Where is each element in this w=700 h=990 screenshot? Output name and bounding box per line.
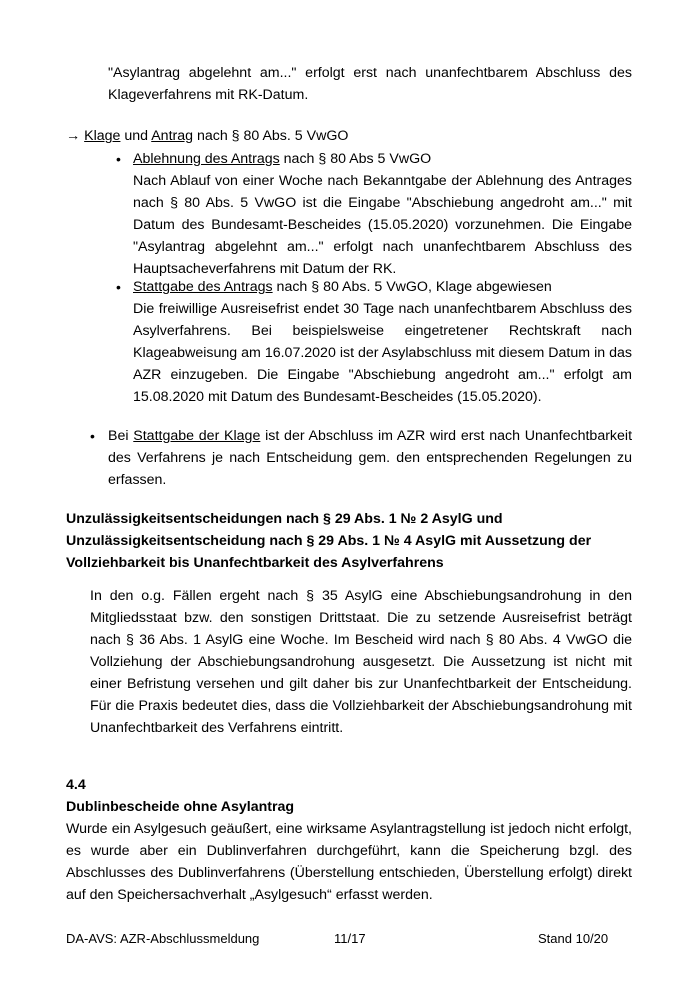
bullet3-rest: ist der Abschluss im AZR wird erst nach Unanfechtbarkeit des Verfahrens je nach Entscheidung gem. den entsprechenden Regelungen zu erfassen.	[108, 428, 633, 488]
heading-line: Vollziehbarkeit bis Unanfechtbarkeit des Asylverfahrens	[66, 555, 444, 571]
sub2-title-rest: nach § 80 Abs. 5 VwGO, Klage abgewiesen	[272, 279, 552, 295]
sub1-title-underlined: Ablehnung des Antrags	[133, 151, 280, 167]
bullet3-underlined: Stattgabe der Klage	[133, 428, 261, 444]
arrow-icon: →	[66, 128, 81, 144]
bullet3-icon	[90, 425, 100, 447]
intro-paragraph: "Asylantrag abgelehnt am..." erfolgt erst nach unanfechtbarem Abschluss des Klageverfahrens mit RK-Datum.	[108, 65, 632, 103]
heading-line: Unzulässigkeitsentscheidungen nach § 29 Abs. 1 № 2 AsylG und	[66, 511, 503, 527]
und-text: und	[120, 128, 152, 144]
bullet3-paragraph	[108, 425, 632, 491]
sub2-bullet-icon	[116, 276, 126, 298]
unzulaessigkeit-paragraph: In den o.g. Fällen ergeht nach § 35 AsylG eine Abschiebungsandrohung in den Mitgliedsstaat bzw. den sonstigen Drittstaat. Die zu setzende Ausreisefrist beträgt nach § 36 Abs. 1 AsylG eine Woche. Im Bescheid wird nach § 80 Abs. 4 VwGO die Vollziehung der Abschiebungsandrohung ausgesetzt. Die Aussetzung ist nicht mit einer Befristung versehen und gilt daher bis zur Unanfechtbarkeit der Entscheidung. Für die Praxis bedeutet dies, dass die Vollziehbarkeit der Abschiebungsandrohung mit Unanfechtbarkeit des Verfahrens eintritt.	[90, 588, 632, 736]
bullet3-pre: Bei	[108, 428, 134, 444]
footer-page-number: 11/17	[334, 931, 366, 946]
antrag-link-text: Antrag	[151, 128, 194, 144]
section-body: Wurde ein Asylgesuch geäußert, eine wirksame Asylantragstellung ist jedoch nicht erfolgt, es wurde aber ein Dublinverfahren durchgeführt, kann die Speicherung bzgl. des Abschlusses des Dublinverfahrens (Überstellung entschieden, Überstellung erfolgt) direkt auf den Speichersachverhalt „Asylgesuch“ erfasst werden.	[66, 821, 632, 903]
section-number: 4.4	[66, 777, 86, 793]
footer-left: DA-AVS: AZR-Abschlussmeldung	[66, 931, 260, 946]
sub1-body: Nach Ablauf von einer Woche nach Bekanntgabe der Ablehnung des Antrages nach § 80 Abs. 5 VwGO ist die Eingabe "Abschiebung angedroht am..." mit Datum des Bundesamt-Bescheides (15.05.2020) vorzunehmen. Die Eingabe "Asylantrag abgelehnt am..." erfolgt nach unanfechtbarem Abschluss des Hauptsacheverfahrens mit Datum der RK.	[133, 173, 632, 277]
arrow-line-rest: nach § 80 Abs. 5 VwGO	[193, 128, 349, 144]
heading-line: Unzulässigkeitsentscheidung nach § 29 Abs. 1 № 4 AsylG mit Aussetzung der	[66, 533, 592, 549]
klage-link-text: Klage	[84, 128, 121, 144]
sub2-title-underlined: Stattgabe des Antrags	[133, 279, 273, 295]
footer-right: Stand 10/20	[538, 931, 609, 946]
unzulaessigkeit-heading	[66, 508, 646, 574]
sub1-title	[133, 148, 633, 170]
sub2-body: Die freiwillige Ausreisefrist endet 30 Tage nach unanfechtbarem Abschluss des Asylverfahrens. Bei beispielsweise eingetretener Rechtskraft nach Klageabweisung am 16.07.2020 ist der Asylabschluss mit diesem Datum in das AZR einzugeben. Die Eingabe "Abschiebung angedroht am..." erfolgt am 15.08.2020 mit Datum des Bundesamt-Bescheides (15.05.2020).	[133, 301, 632, 405]
sub2-title	[133, 276, 633, 298]
sub1-bullet-icon	[116, 148, 126, 170]
arrow-line	[66, 125, 646, 147]
sub1-title-rest: nach § 80 Abs 5 VwGO	[279, 151, 432, 167]
section-title: Dublinbescheide ohne Asylantrag	[66, 799, 295, 815]
